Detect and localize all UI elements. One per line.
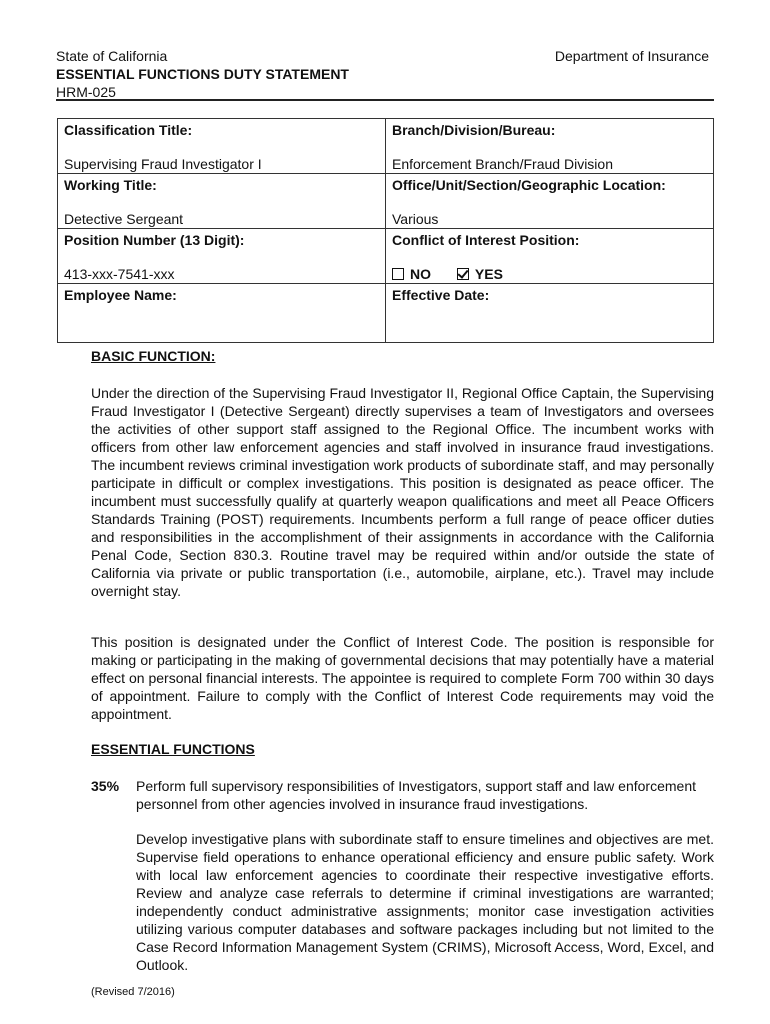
conflict-options [392,265,707,283]
duty-item [91,777,714,813]
document-title: ESSENTIAL FUNCTIONS DUTY STATEMENT [56,66,349,82]
duty-summary: Perform full supervisory responsibilities of Investigators, support staff and law enforcement personnel from other agencies involved in insurance fraud investigations. [136,778,696,812]
duty-percent: 35% [91,778,120,794]
location-cell [386,174,714,229]
basic-function-heading: BASIC FUNCTION: [91,348,216,364]
effective-date-cell[interactable] [386,284,714,343]
employee-name-label: Employee Name: [64,287,177,303]
duty-detail: Develop investigative plans with subordinate staff to ensure timelines and objectives are met. Supervise field operations to enhance operational efficiency and ensure public safety. Work with local law enforcement agencies to coordinate their respective investigative efforts. Review and analyze case referrals to determine if criminal investigations are warranted; independently conduct administrative assignments; monitor case investigation activities utilizing various computer databases and software packages including but not limited to the Case Record Information Management System (CRIMS), Microsoft Access, Word, Excel, and Outlook. [136,831,714,973]
working-title-label: Working Title: [64,177,157,193]
document-header [56,47,349,101]
employee-name-cell[interactable] [58,284,386,343]
effective-date-label: Effective Date: [392,287,490,303]
conflict-no-checkbox[interactable] [392,268,404,280]
basic-function-paragraph-2: This position is designated under the Conflict of Interest Code. The position is responsible for making or participating in the making of governmental decisions that may potentially have a material effect on personal financial interests. The appointee is required to complete Form 700 within 30 days of appointment. Failure to comply with the Conflict of Interest Code requirements may void the appointment. [91,634,714,722]
position-number-cell [58,229,386,284]
working-title-value: Detective Sergeant [64,211,184,227]
conflict-label: Conflict of Interest Position: [392,232,580,248]
classification-label: Classification Title: [64,122,193,138]
conflict-cell [386,229,714,284]
state-name: State of California [56,48,168,64]
classification-value: Supervising Fraud Investigator I [64,156,262,172]
working-title-cell [58,174,386,229]
department-name: Department of Insurance [554,48,709,64]
conflict-yes-label: YES [474,266,503,282]
position-number-value: 413-xxx-7541-xxx [64,266,175,282]
classification-cell [58,119,386,174]
location-label: Office/Unit/Section/Geographic Location: [392,177,666,193]
position-info-table [57,118,714,343]
conflict-yes-checkbox[interactable] [457,268,469,280]
position-number-label: Position Number (13 Digit): [64,232,245,248]
branch-cell [386,119,714,174]
basic-function-paragraph-1: Under the direction of the Supervising Fraud Investigator II, Regional Office Captain, the Supervising Fraud Investigator I (Detective Sergeant) directly supervises a team of Investigators and oversees the activities of other support staff assigned to the Regional Office. The incumbent works with officers from other law enforcement agencies and staff involved in insurance fraud investigations. The incumbent reviews criminal investigation work products of subordinate staff, and may personally participate in difficult or complex investigations. This position is designated as peace officer. The incumbent must successfully qualify at quarterly weapon qualifications and meet all Peace Officers Standards Training (POST) requirements. Incumbents perform a full range of peace officer duties and responsibilities in the accomplishment of their assignments in accordance with the California Penal Code, Section 830.3. Routine travel may be required within and/or outside the state of California via private or public transportation (i.e., automobile, airplane, etc.). Travel may include overnight stay. [91,385,714,599]
branch-value: Enforcement Branch/Fraud Division [392,156,613,172]
branch-label: Branch/Division/Bureau: [392,122,556,138]
location-value: Various [392,211,439,227]
form-code: HRM-025 [56,84,116,100]
revision-note: (Revised 7/2016) [91,986,175,998]
conflict-no-label: NO [410,266,431,282]
header-divider [56,99,714,101]
essential-functions-heading: ESSENTIAL FUNCTIONS [91,741,255,757]
